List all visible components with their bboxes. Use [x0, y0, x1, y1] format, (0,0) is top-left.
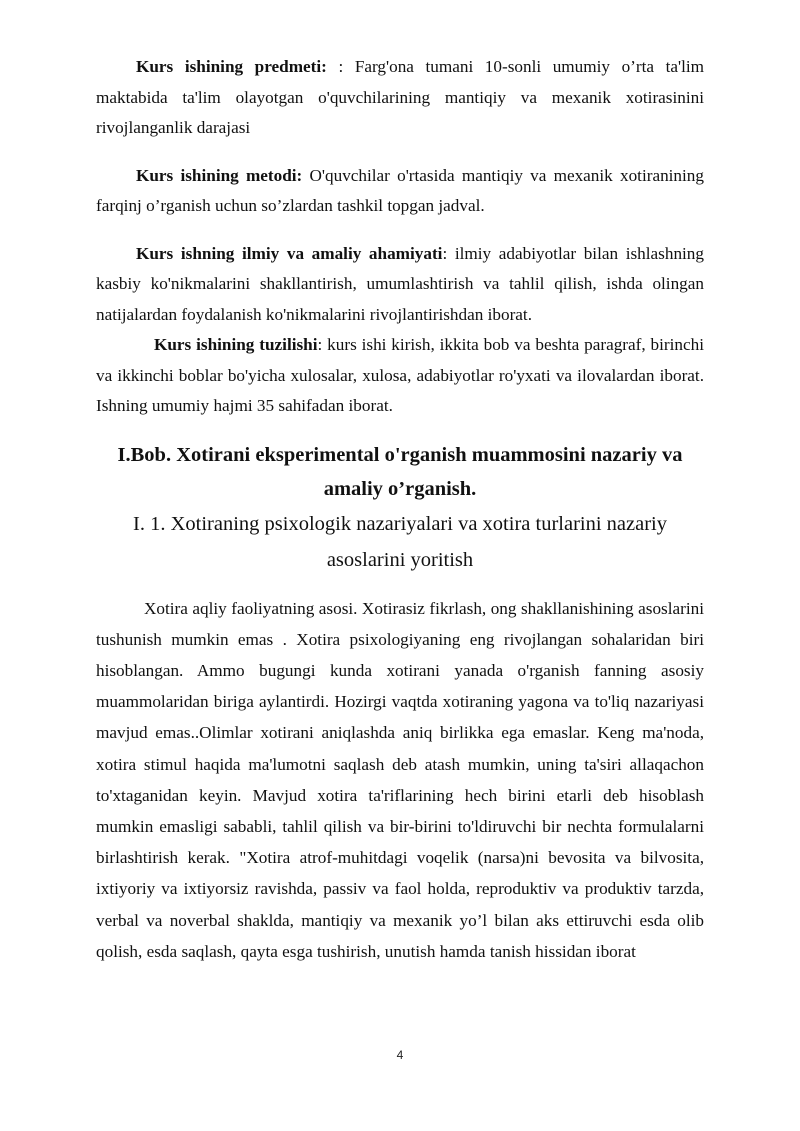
document-page: [96, 52, 704, 967]
tuzilishi-label: Kurs ishining tuzilishi: [154, 335, 318, 354]
paragraph-ahamiyat: [96, 239, 704, 331]
metod-text: O'quvchilar o'rtasida mantiqiy va mexanik xotiranining farqinj o’rganish uchun so’zlardan tashkil topgan jadval.: [96, 165, 704, 215]
paragraph-metod: [96, 161, 704, 222]
predmet-label: Kurs ishining predmeti:: [136, 57, 327, 76]
section-title: I. 1. Xotiraning psixologik nazariyalari va xotira turlarini nazariy asoslarini yoritish: [133, 512, 667, 571]
body-paragraph: Xotira aqliy faoliyatning asosi. Xotirasiz fikrlash, ong shakllanishining asoslarini tushunish mumkin emas . Xotira psixologiyaning eng rivojlangan sohalaridan biri hisoblangan. Ammo bugungi kunda xotirani yanada o'rganish fanning asosiy muammolaridan biriga aylantirdi. Hozirgi vaqtda xotiraning yagona va to'liq nazariyasi mavjud emas..Olimlar xotirani aniqlashda aniq birlikka ega emaslar. Keng ma'noda, xotira stimul haqida ma'lumotni saqlash deb atash mumkin, uning ta'siri allaqachon to'xtaganidan keyin. Mavjud xotira ta'riflarining hech birini etarli deb hisoblash mumkin emasligi sababli, tahlil qilish va bir-birini to'ldiruvchi bir nechta formulalarni birlashtirish kerak. "Xotira atrof-muhitdagi voqelik (narsa)ni bevosita va bilvosita, ixtiyoriy va ixtiyorsiz ravishda, passiv va faol holda, reproduktiv va produktiv tarzda, verbal va noverbal shaklda, mantiqiy va mexanik yo’l bilan aks ettiruvchi esda olib qolish, esda saqlash, qayta esga tushirish, unutish hamda tanish hissidan iborat: [96, 598, 704, 961]
page-number: 4: [396, 1048, 404, 1062]
paragraph-predmet: [96, 52, 704, 144]
ahamiyat-label: Kurs ishning ilmiy va amaliy ahamiyati: [136, 243, 443, 263]
ahamiyat-text: : ilmiy adabiyotlar bilan ishlashning kasbiy ko'nikmalarini shakllantirish, umumlashtirish va tahlil qilish, ishda olingan natijalardan foydalanish ko'nikmalarini rivojlantirishdan iborat.: [96, 243, 704, 324]
chapter-title: I.Bob. Xotirani eksperimental o'rganish muammosini nazariy va amaliy o’rganish.: [117, 443, 683, 500]
paragraph-tuzilishi: [96, 330, 704, 422]
tuzilishi-text: : kurs ishi kirish, ikkita bob va beshta paragraf, birinchi va ikkinchi boblar bo'yicha xulosalar, xulosa, adabiyotlar ro'yxati va ilovalardan iborat. Ishning umumiy hajmi 35 sahifadan iborat.: [96, 335, 704, 415]
metod-label: Kurs ishining metodi:: [136, 165, 303, 185]
predmet-text: : Farg'ona tumani 10-sonli umumiy o’rta ta'lim maktabida ta'lim olayotgan o'quvchilarining mantiqiy va mexanik xotirasinini rivojlanganlik darajasi: [96, 57, 704, 137]
